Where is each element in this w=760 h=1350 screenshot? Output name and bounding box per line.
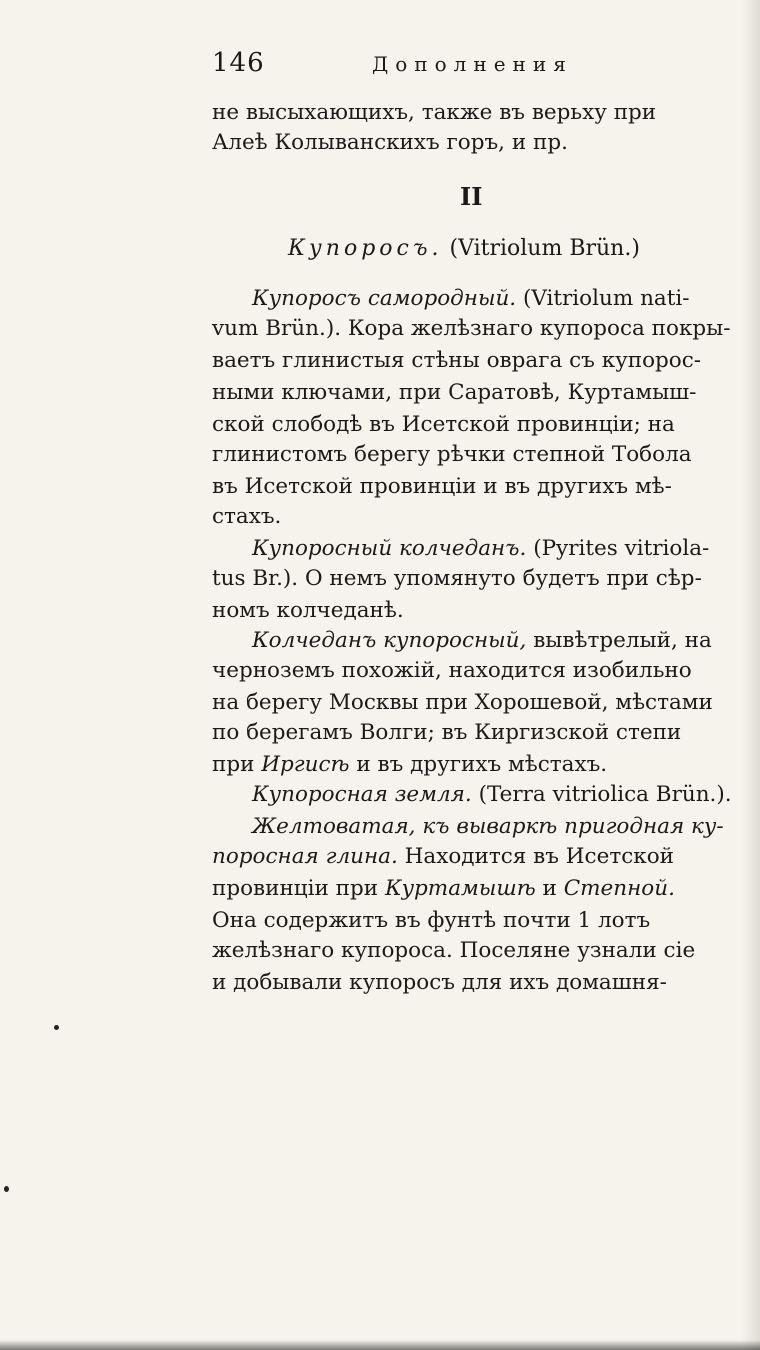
text-line-13: номъ колчеданѣ. [212,598,404,623]
text-line-5: ваетъ глинистыя стѣны оврага съ купорос- [212,348,702,373]
section-heading-lat: (Vitriolum Brün.) [449,236,640,261]
entry-title: Купоросная земля. [252,782,472,807]
page-number: 146 [212,48,265,78]
text-line-15: черноземъ похожій, находится изобильно [212,658,692,683]
text-line-4: vum Brün.). Кора желѣзнаго купороса покры- [212,316,731,341]
ink-speck [4,1186,9,1192]
text-line-25: и добывали купоросъ для ихъ домашня- [212,970,667,995]
text-line-20: Желтоватая, къ вываркѣ пригодная ку- [252,814,724,839]
text-line-16: на берегу Москвы при Хорошевой, мѣстами [212,690,713,715]
place-name: Куртамышѣ [384,876,536,901]
text-line-7: ской слободѣ въ Исетской провинціи; на [212,412,675,437]
text-line-18: при Иргисѣ и въ другихъ мѣстахъ. [212,752,608,777]
text-line-22: провинціи при Куртамышѣ и Степной. [212,876,675,901]
page-header [212,48,732,84]
place-name: Степной. [563,876,675,901]
text-line-9: въ Исетской провинціи и въ другихъ мѣ- [212,474,672,499]
text-line-17: по берегамъ Волги; въ Киргизской степи [212,720,682,745]
text-line-19: Купоросная земля. (Terra vitriolica Brün.). [252,782,732,807]
section-heading [288,236,640,261]
entry-title: Колчеданъ купоросный, [252,628,527,653]
entry-title: Купоросъ самородный. [252,286,517,311]
text-line-14: Колчеданъ купоросный, вывѣтрелый, на [252,628,712,653]
text-line-11: Купоросный колчеданъ. (Pyrites vitriola- [252,536,710,561]
ink-speck [54,1025,59,1030]
running-head: Дополнения [372,52,573,76]
section-number: II [460,182,483,211]
text-line-8: глинистомъ берегу рѣчки степной Тобола [212,442,692,467]
text-line-6: ными ключами, при Саратовѣ, Куртамыш- [212,380,697,405]
text-line-10: стахъ. [212,504,282,529]
text-line-2: Алеѣ Колыванскихъ горъ, и пр. [212,130,568,155]
text-line-1: не высыхающихъ, также въ верьху при [212,100,657,125]
text-line-12: tus Br.). О немъ упомянуто будетъ при сѣр- [212,566,702,591]
page-bottom-edge [0,1340,760,1350]
section-heading-ru: Купоросъ. [288,236,443,261]
text-line-3: Купоросъ самородный. (Vitriolum nati- [252,286,690,311]
text-line-21: поросная глина. Находится въ Исетской [212,844,674,869]
page-edge-shadow [742,0,760,1350]
text-line-23: Она содержитъ въ фунтѣ почти 1 лотъ [212,908,651,933]
text-line-24: желѣзнаго купороса. Поселяне узнали сіе [212,938,696,963]
place-name: Иргисѣ [261,752,350,777]
entry-title: Купоросный колчеданъ. [252,536,527,561]
